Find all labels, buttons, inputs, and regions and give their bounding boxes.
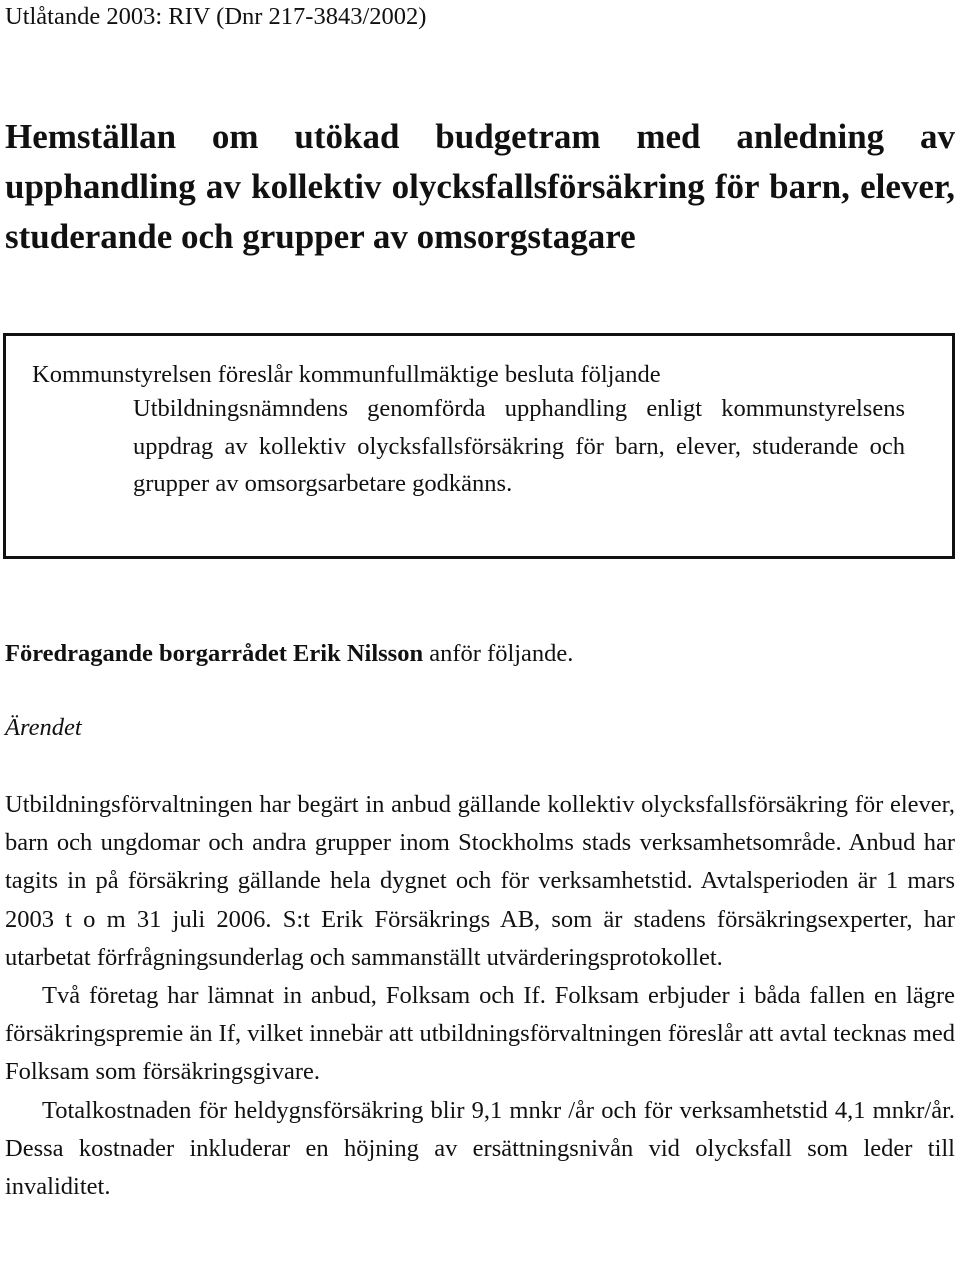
presenter-suffix: anför följande.: [423, 640, 574, 667]
document-reference: Utlåtande 2003: RIV (Dnr 217-3843/2002): [5, 3, 427, 30]
body-paragraph-1: Utbildningsförvaltningen har begärt in anbud gällande kollektiv olycksfallsförsäkring för elever, barn och ungdomar och andra grupper inom Stockholms stads verksamhetsområde. Anbud har tagits in på försäkring gällande hela dygnet och för verksamhetstid. Avtalsperioden är 1 mars 2003 t o m 31 juli 2006. S:t Erik Försäkrings AB, som är stadens försäkringsexperter, har utarbetat förfrågningsunderlag och sammanställt utvärderingsprotokollet.: [5, 791, 955, 971]
proposal-box: [3, 333, 955, 559]
proposal-text: Utbildningsnämndens genomförda upphandling enligt kommunstyrelsens uppdrag av kollektiv olycksfallsförsäkring för barn, elever, studerande och grupper av omsorgsarbetare godkänns.: [133, 395, 905, 497]
section-heading-arendet: Ärendet: [5, 714, 82, 741]
document-title: Hemställan om utökad budgetram med anledning av upphandling av kollektiv olycksfallsförsäkring för barn, elever, studerande och grupper av omsorgstagare: [5, 117, 955, 256]
presenter-line: [5, 636, 573, 672]
presenter-name: Föredragande borgarrådet Erik Nilsson: [5, 640, 424, 667]
proposal-intro: Kommunstyrelsen föreslår kommunfullmäktige besluta följande: [32, 361, 661, 388]
body-text: [5, 786, 955, 1206]
body-paragraph-2: Två företag har lämnat in anbud, Folksam och If. Folksam erbjuder i båda fallen en lägre försäkringspremie än If, vilket innebär att utbildningsförvaltningen föreslår att avtal tecknas med Folksam som försäkringsgivare.: [5, 982, 955, 1086]
body-paragraph-3: Totalkostnaden för heldygnsförsäkring blir 9,1 mnkr /år och för verksamhetstid 4,1 mnkr/år. Dessa kostnader inkluderar en höjning av ersättningsnivån vid olycksfall som leder till invaliditet.: [5, 1096, 955, 1201]
